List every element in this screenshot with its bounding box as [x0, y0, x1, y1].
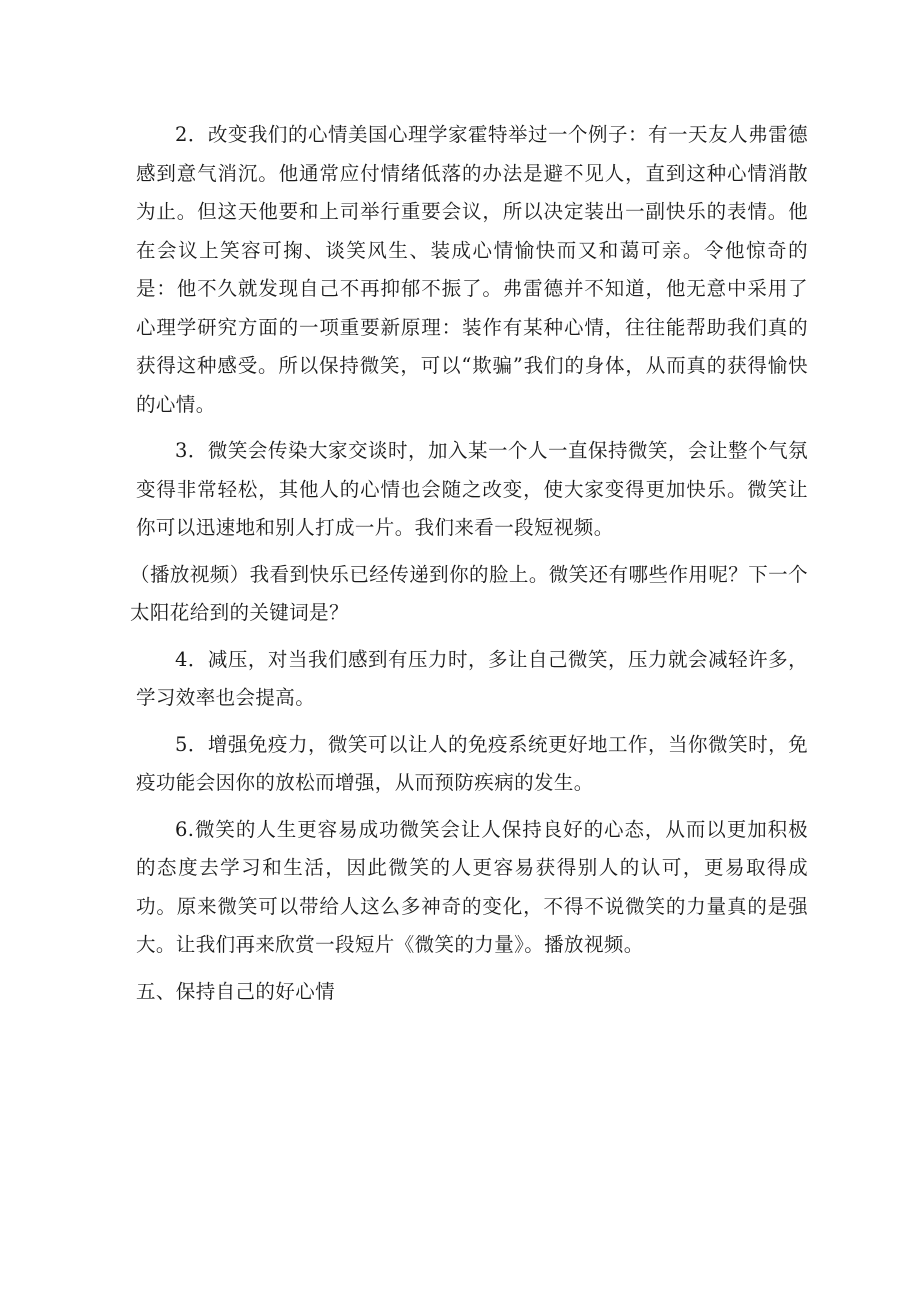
section-heading: 五、保持自己的好心情: [136, 979, 336, 1003]
paragraph-success: 6.微笑的人生更容易成功微笑会让人保持良好的心态，从而以更加积极的态度去学习和生活，因此微笑的人更容易获得别人的认可，更易取得成功。原来微笑可以带给人这么多神奇的变化，不得不说微笑的力量真的是强大。让我们再来欣赏一段短片《微笑的力量》。播放视频。: [136, 817, 808, 956]
document-body: [130, 116, 808, 1011]
paragraph-play-video: （播放视频）我看到快乐已经传递到你的脸上。微笑还有哪些作用呢？下一个太阳花给到的关键词是？: [130, 562, 808, 624]
paragraph-smile-contagious: 3．微笑会传染大家交谈时，加入某一个人一直保持微笑，会让整个气氛变得非常轻松，其他人的心情也会随之改变，使大家变得更加快乐。微笑让你可以迅速地和别人打成一片。我们来看一段短视频。: [136, 439, 808, 539]
paragraph-stress-relief: 4．减压，对当我们感到有压力时，多让自己微笑，压力就会减轻许多，学习效率也会提高。: [136, 647, 808, 709]
paragraph-immunity: 5．增强免疫力，微笑可以让人的免疫系统更好地工作，当你微笑时，免疫功能会因你的放松而增强，从而预防疾病的发生。: [136, 732, 808, 794]
paragraph-change-mood: 2．改变我们的心情美国心理学家霍特举过一个例子：有一天友人弗雷德感到意气消沉。他通常应付情绪低落的办法是避不见人，直到这种心情消散为止。但这天他要和上司举行重要会议，所以决定装出一副快乐的表情。他在会议上笑容可掬、谈笑风生、装成心情愉快而又和蔼可亲。令他惊奇的是：他不久就发现自己不再抑郁不振了。弗雷德并不知道，他无意中采用了心理学研究方面的一项重要新原理：装作有某种心情，往往能帮助我们真的获得这种感受。所以保持微笑，可以“欺骗”我们的身体，从而真的获得愉快的心情。: [136, 123, 808, 416]
